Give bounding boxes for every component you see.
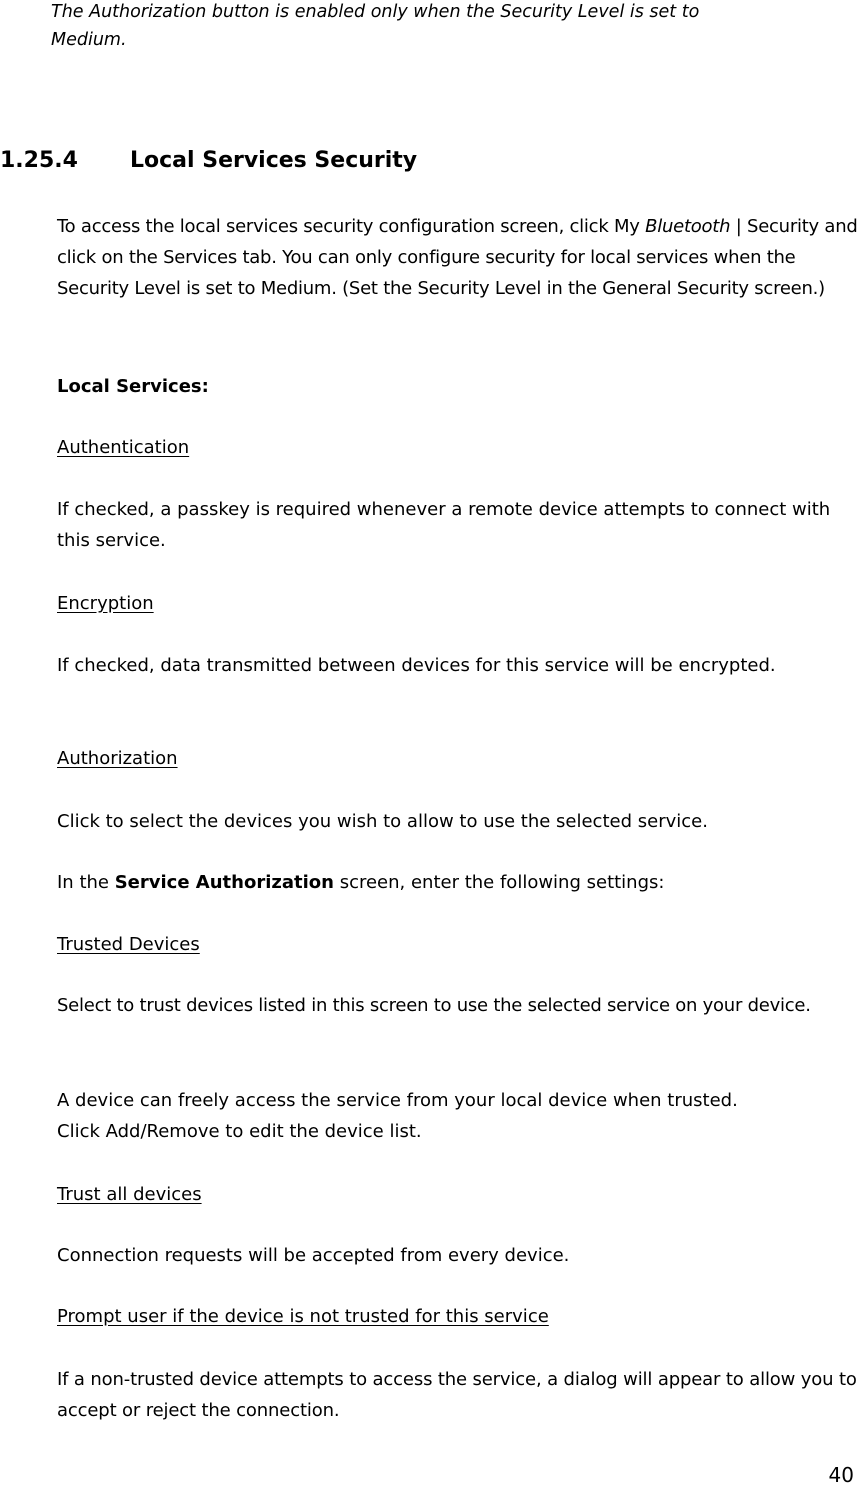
authorization-note-line2: Medium. bbox=[51, 30, 127, 50]
authentication-label bbox=[57, 432, 863, 463]
authorization-note-line1: The Authorization button is enabled only when the Security Level is set to bbox=[51, 2, 700, 22]
section-title: Local Services Security bbox=[130, 148, 418, 173]
bluetooth-term: Bluetooth bbox=[645, 216, 731, 237]
authorization-label-text: Authorization bbox=[57, 748, 178, 769]
trusted-devices-label-text: Trusted Devices bbox=[57, 934, 200, 955]
trusted-devices-desc2-line2: Click Add/Remove to edit the device list. bbox=[57, 1121, 422, 1142]
prompt-user-label bbox=[57, 1301, 863, 1332]
authorization-note bbox=[51, 0, 851, 54]
authentication-description: If checked, a passkey is required whenever a remote device attempts to connect with this service. bbox=[57, 499, 831, 551]
encryption-label bbox=[57, 588, 863, 619]
section-heading bbox=[0, 148, 417, 173]
trusted-devices-label bbox=[57, 929, 863, 960]
trusted-devices-description: Select to trust devices listed in this screen to use the selected service on your device. bbox=[57, 995, 811, 1016]
trusted-devices-description-2 bbox=[57, 1085, 863, 1147]
encryption-label-text: Encryption bbox=[57, 593, 154, 614]
service-authorization-intro bbox=[57, 867, 863, 898]
prompt-user-description: If a non-trusted device attempts to access the service, a dialog will appear to allow you to accept or reject the connection. bbox=[57, 1369, 857, 1421]
service-auth-bold: Service Authorization bbox=[114, 872, 334, 893]
intro-text-part1: To access the local services security configuration screen, click My bbox=[57, 216, 646, 237]
trusted-devices-desc2-line1: A device can freely access the service from your local device when trusted. bbox=[57, 1090, 738, 1111]
service-auth-suffix: screen, enter the following settings: bbox=[333, 872, 665, 893]
authentication-label-text: Authentication bbox=[57, 437, 190, 458]
encryption-description: If checked, data transmitted between devices for this service will be encrypted. bbox=[57, 655, 776, 676]
intro-text-part2: | Security and click on the Services tab. You can only configure security for local services when the Security Level is set to Medium. (Set the Security Level in the General Security screen.) bbox=[57, 216, 858, 299]
page-number: 40 bbox=[828, 1463, 854, 1487]
service-auth-prefix: In the bbox=[57, 872, 115, 893]
trust-all-label-text: Trust all devices bbox=[57, 1184, 202, 1205]
prompt-user-label-text: Prompt user if the device is not trusted for this service bbox=[57, 1306, 549, 1327]
trust-all-label bbox=[57, 1179, 863, 1210]
trust-all-description: Connection requests will be accepted from every device. bbox=[57, 1245, 570, 1266]
intro-paragraph bbox=[57, 211, 863, 304]
local-services-heading: Local Services: bbox=[57, 376, 209, 397]
section-number: 1.25.4 bbox=[0, 148, 78, 173]
authorization-label bbox=[57, 743, 863, 774]
authorization-description: Click to select the devices you wish to allow to use the selected service. bbox=[57, 811, 708, 832]
